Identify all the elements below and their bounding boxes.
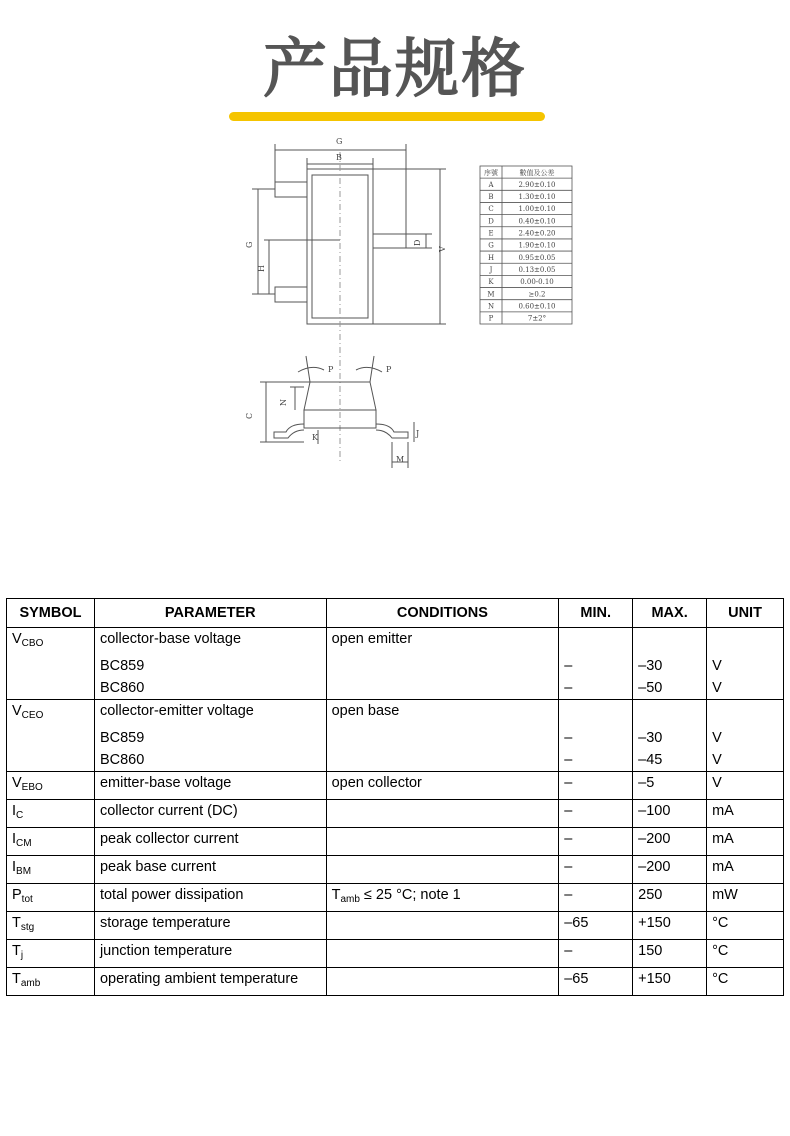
cell-unit: V — [707, 677, 784, 700]
cell-max: 150 — [633, 940, 707, 968]
dim-table-letter: J — [489, 265, 493, 274]
table-row — [7, 772, 784, 800]
col-header-conditions: CONDITIONS — [326, 599, 559, 628]
dim-label-h: H — [257, 265, 266, 272]
dim-table-letter: B — [488, 193, 494, 202]
symbol-subscript: CEO — [21, 710, 44, 721]
cell-conditions — [326, 677, 559, 700]
cell-symbol — [7, 912, 95, 940]
dim-label-g: G — [245, 241, 254, 248]
cell-unit: V — [707, 749, 784, 772]
symbol-letter: P — [12, 887, 22, 903]
cell-unit: V — [707, 772, 784, 800]
cell-conditions — [326, 800, 559, 828]
cell-parameter: peak collector current — [94, 828, 326, 856]
condition-part: T — [331, 887, 341, 903]
col-header-unit: UNIT — [707, 599, 784, 628]
cell-min: – — [559, 677, 633, 700]
symbol-letter: V — [12, 703, 22, 719]
dim-table-value: 2.40±0.20 — [518, 229, 556, 238]
cell-conditions — [326, 828, 559, 856]
cell-min: – — [559, 884, 633, 912]
pin-left-bottom — [275, 287, 307, 302]
title-underline — [229, 112, 545, 121]
col-header-min: MIN. — [559, 599, 633, 628]
symbol-letter: V — [12, 631, 22, 647]
cell-parameter: collector-emitter voltage — [94, 700, 326, 728]
cell-min: – — [559, 749, 633, 772]
cell-symbol — [7, 677, 95, 700]
cell-unit: V — [707, 727, 784, 749]
cell-min — [559, 700, 633, 728]
dim-label-d: D — [413, 239, 422, 246]
dim-table-value: 0.60±0.10 — [518, 302, 556, 311]
cell-min: – — [559, 772, 633, 800]
col-header-parameter: PARAMETER — [94, 599, 326, 628]
table-subrow — [7, 727, 784, 749]
dim-label-k: K — [312, 433, 318, 442]
cell-unit: mA — [707, 800, 784, 828]
absolute-max-ratings-table — [6, 598, 784, 996]
cell-max: 250 — [633, 884, 707, 912]
cell-symbol — [7, 828, 95, 856]
symbol-letter: V — [12, 775, 22, 791]
cell-unit: mA — [707, 828, 784, 856]
dim-table-value: 7±2° — [527, 314, 547, 323]
cell-min: – — [559, 828, 633, 856]
cell-parameter: total power dissipation — [94, 884, 326, 912]
cell-conditions: open collector — [326, 772, 559, 800]
cell-parameter: BC860 — [94, 677, 326, 700]
cell-symbol — [7, 884, 95, 912]
cell-max: –100 — [633, 800, 707, 828]
dim-table-letter: K — [488, 278, 494, 287]
symbol-letter: I — [12, 831, 17, 847]
cell-conditions: open base — [326, 700, 559, 728]
cell-max — [633, 628, 707, 656]
dim-label-m: M — [396, 455, 405, 464]
dim-label-n: N — [279, 399, 288, 406]
dim-table-value: 0.95±0.05 — [518, 253, 556, 262]
symbol-letter: T — [12, 971, 21, 987]
condition-part: ≤ 25 °C; note 1 — [359, 887, 461, 903]
table-subrow — [7, 749, 784, 772]
dim-label-c: C — [245, 412, 254, 419]
table-row — [7, 940, 784, 968]
cell-conditions — [326, 655, 559, 677]
dim-label-e: G — [336, 137, 343, 146]
cell-conditions — [326, 940, 559, 968]
cell-max: +150 — [633, 912, 707, 940]
dim-table-letter: E — [488, 229, 494, 238]
cell-symbol — [7, 772, 95, 800]
cell-unit: V — [707, 655, 784, 677]
cell-symbol — [7, 655, 95, 677]
cell-conditions — [326, 727, 559, 749]
cell-conditions — [326, 912, 559, 940]
symbol-letter: I — [12, 803, 17, 819]
page-title: 产品规格 — [263, 33, 527, 107]
pin-right — [373, 234, 406, 248]
symbol-subscript: amb — [20, 978, 41, 989]
dim-table-letter: C — [488, 205, 494, 214]
table-row — [7, 800, 784, 828]
cell-symbol — [7, 749, 95, 772]
package-drawing — [240, 132, 580, 472]
table-row — [7, 884, 784, 912]
cell-min: – — [559, 856, 633, 884]
cell-parameter: BC859 — [94, 655, 326, 677]
cell-max: –50 — [633, 677, 707, 700]
cell-parameter: junction temperature — [94, 940, 326, 968]
symbol-subscript: j — [20, 950, 24, 961]
dim-table-value: 0.40±0.10 — [518, 217, 556, 226]
cell-unit: mW — [707, 884, 784, 912]
symbol-letter: I — [12, 859, 17, 875]
cell-max: –200 — [633, 828, 707, 856]
cell-parameter: BC860 — [94, 749, 326, 772]
dim-table-value: 0.00-0.10 — [520, 278, 554, 287]
table-row — [7, 912, 784, 940]
cell-symbol — [7, 940, 95, 968]
cell-symbol — [7, 856, 95, 884]
dim-table-letter: A — [488, 180, 494, 189]
dim-label-j: J — [416, 429, 420, 438]
dim-table-letter: P — [488, 314, 494, 323]
pin-left-top — [275, 182, 307, 197]
dim-table-value: 0.13±0.05 — [518, 265, 556, 274]
dim-label-p-left: P — [328, 365, 334, 374]
cell-min: – — [559, 940, 633, 968]
cell-max: –30 — [633, 655, 707, 677]
table-row — [7, 628, 784, 656]
symbol-subscript: stg — [20, 922, 35, 933]
cell-parameter: BC859 — [94, 727, 326, 749]
symbol-subscript: EBO — [21, 782, 43, 793]
dim-table-value: 1.00±0.10 — [518, 205, 556, 214]
cell-symbol — [7, 800, 95, 828]
symbol-subscript: CBO — [21, 638, 44, 649]
dim-table-header-index: 序號 — [484, 168, 498, 177]
cell-unit: mA — [707, 856, 784, 884]
cell-unit: °C — [707, 968, 784, 996]
table-subrow — [7, 677, 784, 700]
cell-parameter: collector current (DC) — [94, 800, 326, 828]
table-row — [7, 700, 784, 728]
dim-table-header-value: 數值及公差 — [519, 168, 555, 177]
cell-parameter: operating ambient temperature — [94, 968, 326, 996]
cell-parameter: peak base current — [94, 856, 326, 884]
cell-conditions — [326, 884, 559, 912]
cell-conditions — [326, 856, 559, 884]
cell-unit: °C — [707, 940, 784, 968]
dim-table-value: ≥0.2 — [528, 290, 546, 299]
table-subrow — [7, 655, 784, 677]
cell-max: –200 — [633, 856, 707, 884]
symbol-subscript: BM — [16, 866, 32, 877]
symbol-subscript: CM — [16, 838, 32, 849]
dim-table-value: 1.30±0.10 — [518, 193, 556, 202]
cell-conditions: open emitter — [326, 628, 559, 656]
cell-unit: °C — [707, 912, 784, 940]
table-header-row — [7, 599, 784, 628]
cell-symbol — [7, 628, 95, 656]
cell-max: –45 — [633, 749, 707, 772]
cell-conditions — [326, 968, 559, 996]
cell-max: –5 — [633, 772, 707, 800]
cell-max — [633, 700, 707, 728]
dim-label-v: V — [438, 246, 447, 252]
table-row — [7, 828, 784, 856]
cell-min: –65 — [559, 968, 633, 996]
table-row — [7, 856, 784, 884]
symbol-subscript: tot — [21, 894, 33, 905]
cell-min: –65 — [559, 912, 633, 940]
cell-max: +150 — [633, 968, 707, 996]
symbol-subscript: C — [16, 810, 24, 821]
cell-conditions — [326, 749, 559, 772]
cell-unit — [707, 700, 784, 728]
dim-table-value: 1.90±0.10 — [518, 241, 556, 250]
cell-parameter: storage temperature — [94, 912, 326, 940]
cell-symbol — [7, 968, 95, 996]
symbol-letter: T — [12, 943, 21, 959]
cell-parameter: emitter-base voltage — [94, 772, 326, 800]
cell-min: – — [559, 800, 633, 828]
cell-unit — [707, 628, 784, 656]
cell-min — [559, 628, 633, 656]
col-header-symbol: SYMBOL — [7, 599, 95, 628]
condition-part: amb — [340, 894, 360, 905]
table-row — [7, 968, 784, 996]
dim-table-value: 2.90±0.10 — [518, 180, 556, 189]
cell-parameter: collector-base voltage — [94, 628, 326, 656]
dim-table-letter: N — [487, 302, 495, 311]
cell-min: – — [559, 655, 633, 677]
cell-symbol — [7, 700, 95, 728]
col-header-max: MAX. — [633, 599, 707, 628]
dim-table-letter: G — [488, 241, 494, 250]
dim-label-p-right: P — [386, 365, 392, 374]
cell-max: –30 — [633, 727, 707, 749]
dim-label-b: B — [336, 153, 342, 162]
cell-symbol — [7, 727, 95, 749]
dim-table-letter: M — [487, 290, 495, 299]
symbol-letter: T — [12, 915, 21, 931]
dim-table-letter: D — [488, 217, 494, 226]
cell-min: – — [559, 727, 633, 749]
dim-table-letter: H — [487, 253, 495, 262]
